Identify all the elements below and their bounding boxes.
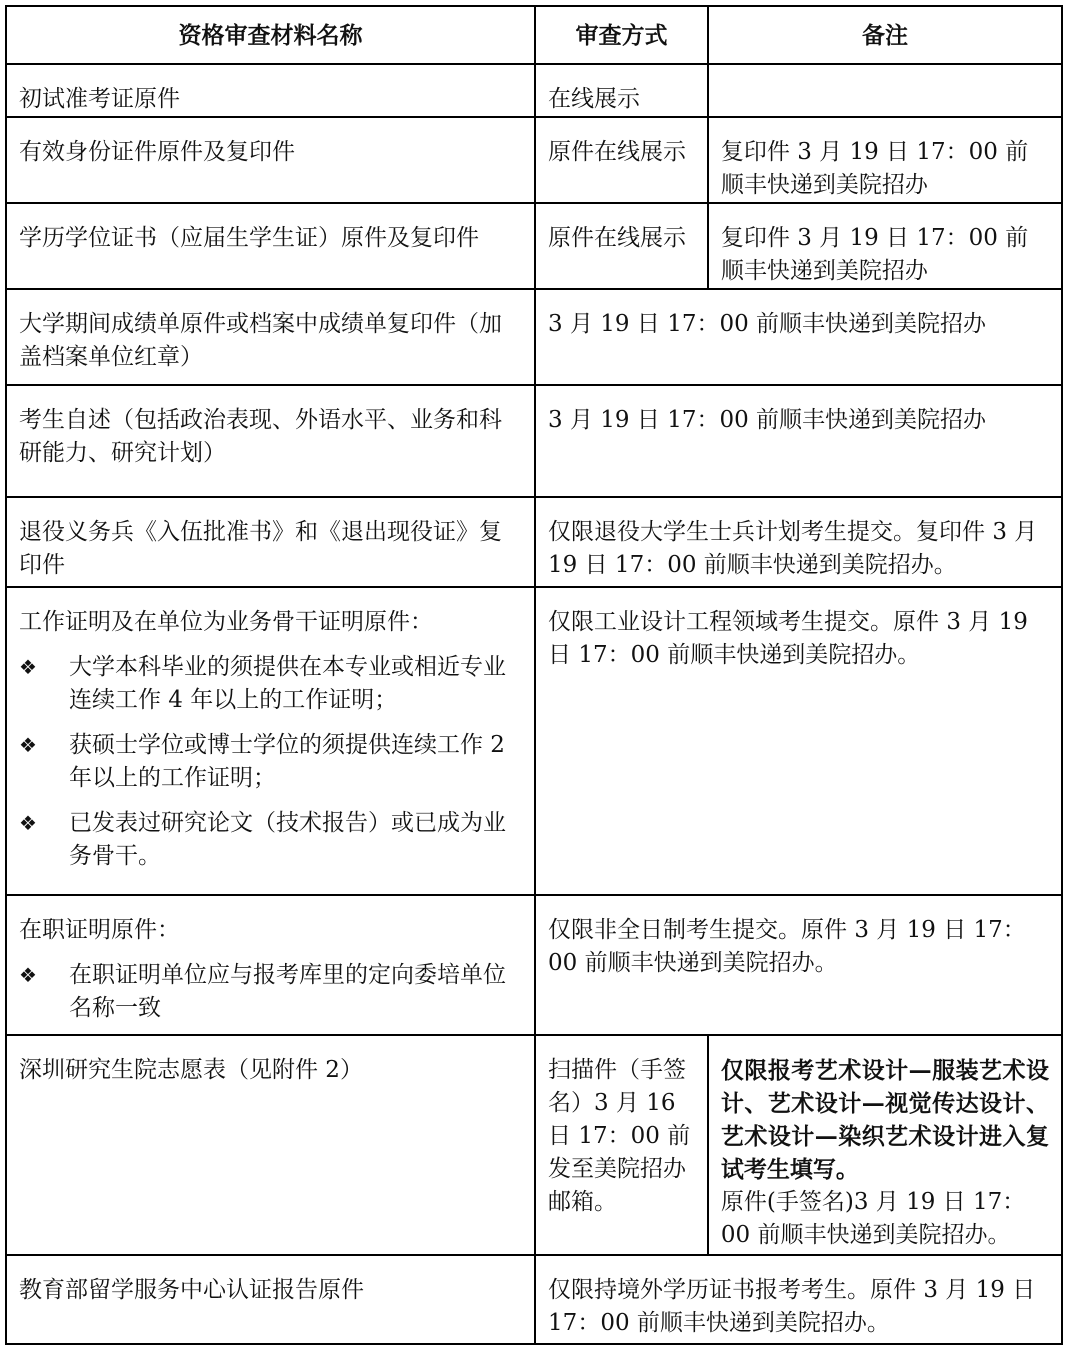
material-name: 工作证明及在单位为业务骨干证明原件： (19, 609, 433, 635)
review-method-remark: 仅限退役大学生士兵计划考生提交。复印件 3 月 19 日 17：00 前顺丰快递到美院招办。 (535, 497, 1062, 587)
table-row (6, 385, 1062, 497)
material-name: 大学期间成绩单原件或档案中成绩单复印件（加盖档案单位红章） (6, 289, 535, 385)
list-item (19, 651, 522, 717)
remark-cell (708, 1035, 1062, 1255)
requirement-text: 已发表过研究论文（技术报告）或已成为业务骨干。 (69, 810, 506, 869)
material-name-cell (6, 895, 535, 1035)
table-row (6, 203, 1062, 289)
remark-emphasis: 仅限报考艺术设计—服装艺术设计、艺术设计—视觉传达设计、艺术设计—染织艺术设计进入复试考生填写。 (720, 1057, 1049, 1183)
material-name: 教育部留学服务中心认证报告原件 (6, 1255, 535, 1344)
requirement-text: 大学本科毕业的须提供在本专业或相近专业连续工作 4 年以上的工作证明； (69, 654, 506, 713)
material-name: 学历学位证书（应届生学生证）原件及复印件 (6, 203, 535, 289)
header-row (6, 6, 1062, 64)
header-method: 审查方式 (535, 6, 708, 64)
diamond-bullet-icon: ❖ (19, 811, 37, 835)
review-method-remark: 3 月 19 日 17：00 前顺丰快递到美院招办 (535, 385, 1062, 497)
table-row (6, 1255, 1062, 1344)
review-method-remark: 仅限工业设计工程领域考生提交。原件 3 月 19 日 17：00 前顺丰快递到美院招办。 (535, 587, 1062, 895)
review-method-remark: 仅限非全日制考生提交。原件 3 月 19 日 17：00 前顺丰快递到美院招办。 (535, 895, 1062, 1035)
requirement-text: 在职证明单位应与报考库里的定向委培单位名称一致 (69, 962, 506, 1021)
list-item (19, 959, 522, 1025)
remark: 原件(手签名)3 月 19 日 17：00 前顺丰快递到美院招办。 (720, 1189, 1026, 1248)
remark: 复印件 3 月 19 日 17：00 前顺丰快递到美院招办 (708, 203, 1062, 289)
table-row (6, 1035, 1062, 1255)
list-item (19, 729, 522, 795)
diamond-bullet-icon: ❖ (19, 655, 37, 679)
table-row (6, 117, 1062, 203)
material-name: 在职证明原件： (19, 917, 180, 943)
table-row (6, 895, 1062, 1035)
material-name: 深圳研究生院志愿表（见附件 2） (6, 1035, 535, 1255)
table-row (6, 289, 1062, 385)
materials-table (5, 5, 1063, 1345)
review-method: 原件在线展示 (535, 203, 708, 289)
material-name: 有效身份证件原件及复印件 (6, 117, 535, 203)
header-name: 资格审查材料名称 (6, 6, 535, 64)
table-row (6, 64, 1062, 117)
requirement-text: 获硕士学位或博士学位的须提供连续工作 2 年以上的工作证明； (69, 732, 505, 791)
review-method-remark: 3 月 19 日 17：00 前顺丰快递到美院招办 (535, 289, 1062, 385)
review-method: 在线展示 (535, 64, 708, 117)
review-method: 原件在线展示 (535, 117, 708, 203)
review-method: 扫描件（手签名）3 月 16 日 17：00 前发至美院招办邮箱。 (535, 1035, 708, 1255)
remark (708, 64, 1062, 117)
diamond-bullet-icon: ❖ (19, 963, 37, 987)
table-row (6, 497, 1062, 587)
material-name: 退役义务兵《入伍批准书》和《退出现役证》复印件 (6, 497, 535, 587)
material-name: 考生自述（包括政治表现、外语水平、业务和科研能力、研究计划） (6, 385, 535, 497)
material-name: 初试准考证原件 (6, 64, 535, 117)
remark: 复印件 3 月 19 日 17：00 前顺丰快递到美院招办 (708, 117, 1062, 203)
review-method-remark: 仅限持境外学历证书报考考生。原件 3 月 19 日 17：00 前顺丰快递到美院招办。 (535, 1255, 1062, 1344)
list-item (19, 807, 522, 873)
material-name-cell (6, 587, 535, 895)
diamond-bullet-icon: ❖ (19, 733, 37, 757)
header-note: 备注 (708, 6, 1062, 64)
table-row (6, 587, 1062, 895)
